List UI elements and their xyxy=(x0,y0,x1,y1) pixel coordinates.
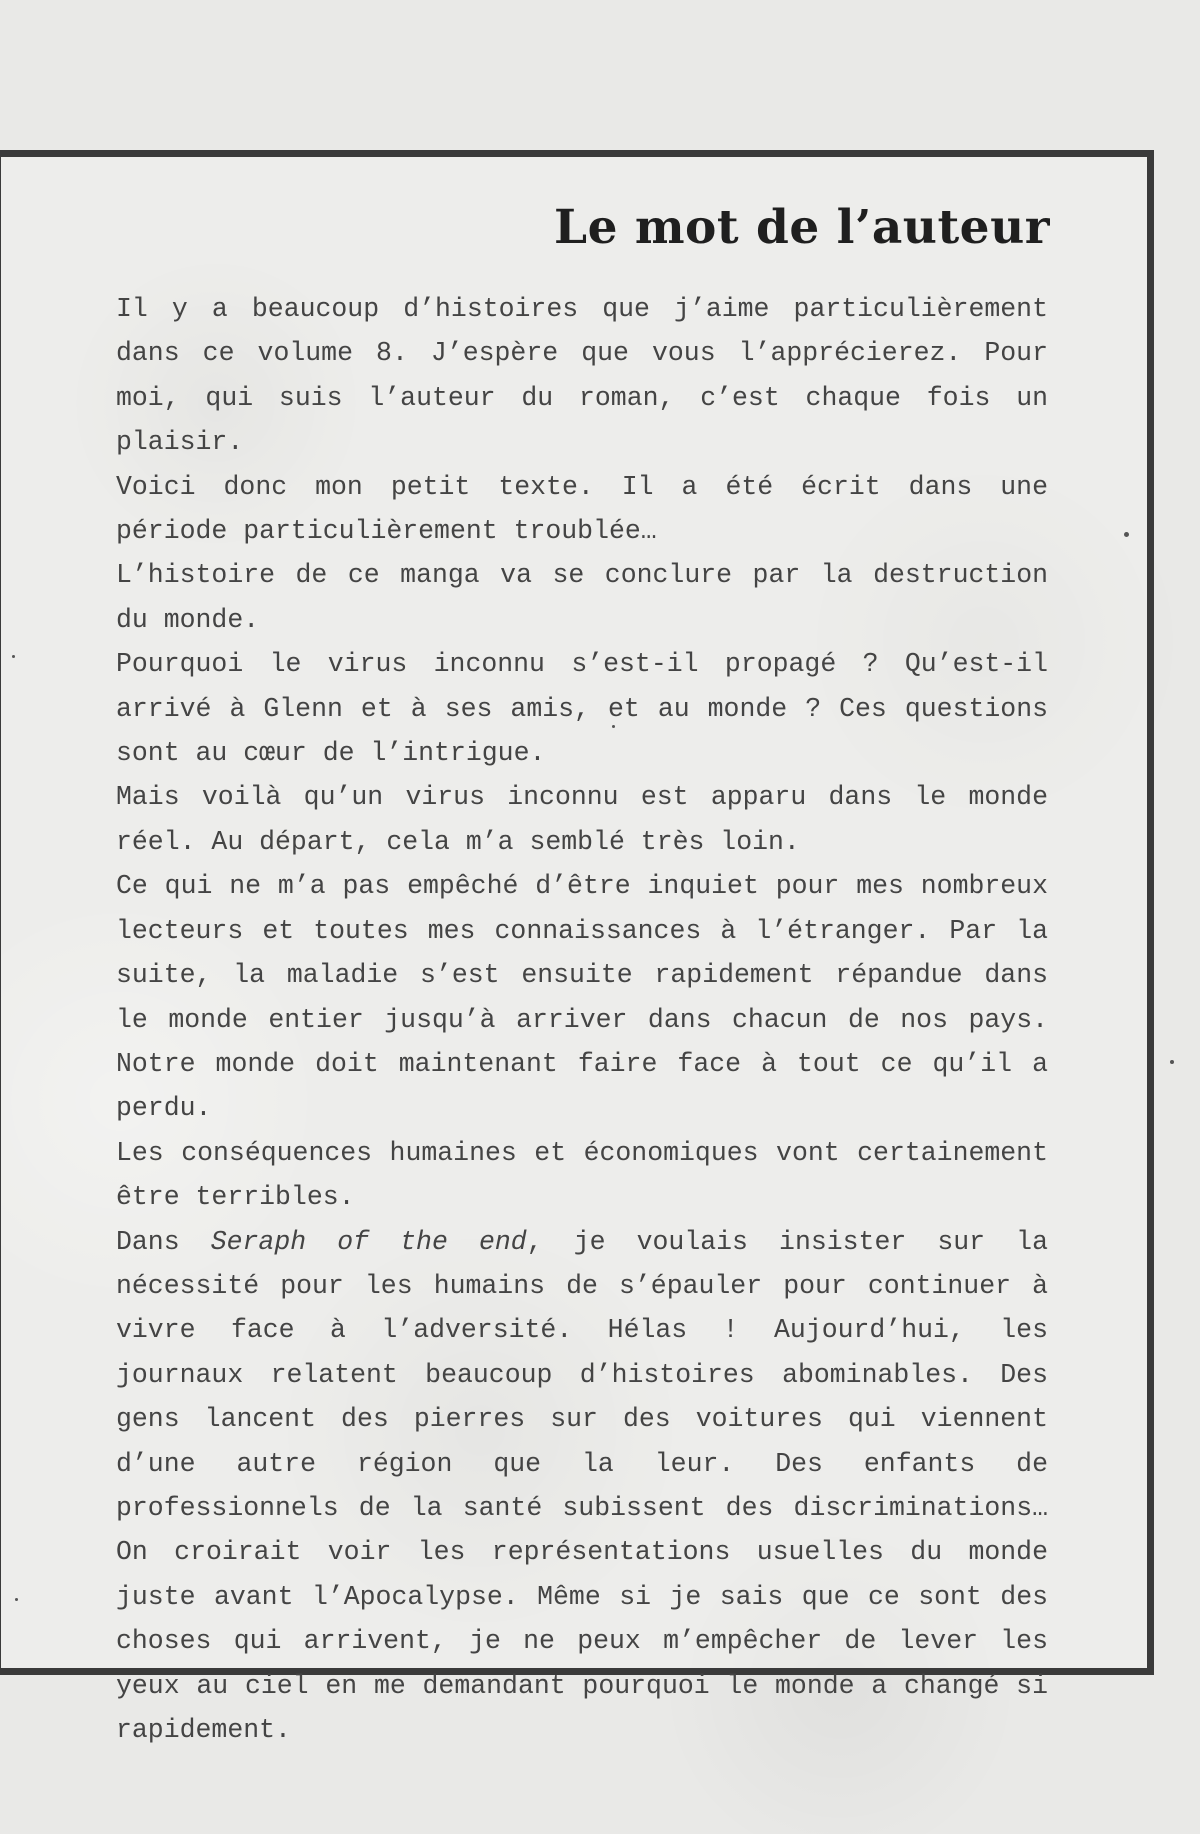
paper-speck xyxy=(612,725,615,728)
paper-speck xyxy=(12,655,15,658)
book-title: Seraph of the end xyxy=(210,1226,527,1257)
paragraph xyxy=(116,1220,1048,1753)
paper-speck xyxy=(15,1598,18,1601)
paragraph: Mais voilà qu’un virus inconnu est apparu dans le monde réel. Au départ, cela m’a semblé très loin. xyxy=(116,782,1048,857)
paragraph: Ce qui ne m’a pas empêché d’être inquiet pour mes nombreux lecteurs et toutes mes connaissances à l’étranger. Par la suite, la maladie s’est ensuite rapidement répandue dans le monde entier jusqu’à arriver dans chacun de nos pays. Notre monde doit maintenant faire face à tout ce qu’il a perdu. xyxy=(116,871,1048,1124)
author-note-body xyxy=(116,287,1048,1752)
paragraph: Voici donc mon petit texte. Il a été écrit dans une période particulièrement troublée… xyxy=(116,471,1048,547)
paragraph-lead: Dans xyxy=(116,1226,211,1257)
paper-speck xyxy=(1170,1060,1174,1064)
paragraph: Pourquoi le virus inconnu s’est-il propagé ? Qu’est-il arrivé à Glenn et à ses amis, et au monde ? Ces questions sont au cœur de l’intrigue. xyxy=(116,649,1048,769)
paragraph: Il y a beaucoup d’histoires que j’aime particulièrement dans ce volume 8. J’espère que vous l’apprécierez. Pour moi, qui suis l’auteur du roman, c’est chaque fois un plaisir. xyxy=(116,294,1048,458)
paragraph: L’histoire de ce manga va se conclure par la destruction du monde. xyxy=(116,560,1048,635)
paper-speck xyxy=(1124,532,1129,537)
paragraph-rest: , je voulais insister sur la nécessité pour les humains de s’épauler pour continuer à vivre face à l’adversité. Hélas ! Aujourd’hui, les journaux relatent beaucoup d’histoires abominables. Des gens lancent des pierres sur des voitures qui viennent d’une autre région que la leur. Des enfants de professionnels de la santé subissent des discriminations… On croirait voir les représentations usuelles du monde juste avant l’Apocalypse. Même si je sais que ce sont des choses qui arrivent, je ne peux m’empêcher de lever les yeux au ciel en me demandant pourquoi le monde a changé si rapidement. xyxy=(116,1226,1048,1745)
page-title: Le mot de l’auteur xyxy=(554,200,1050,255)
paragraph: Les conséquences humaines et économiques vont certainement être terribles. xyxy=(116,1137,1048,1213)
